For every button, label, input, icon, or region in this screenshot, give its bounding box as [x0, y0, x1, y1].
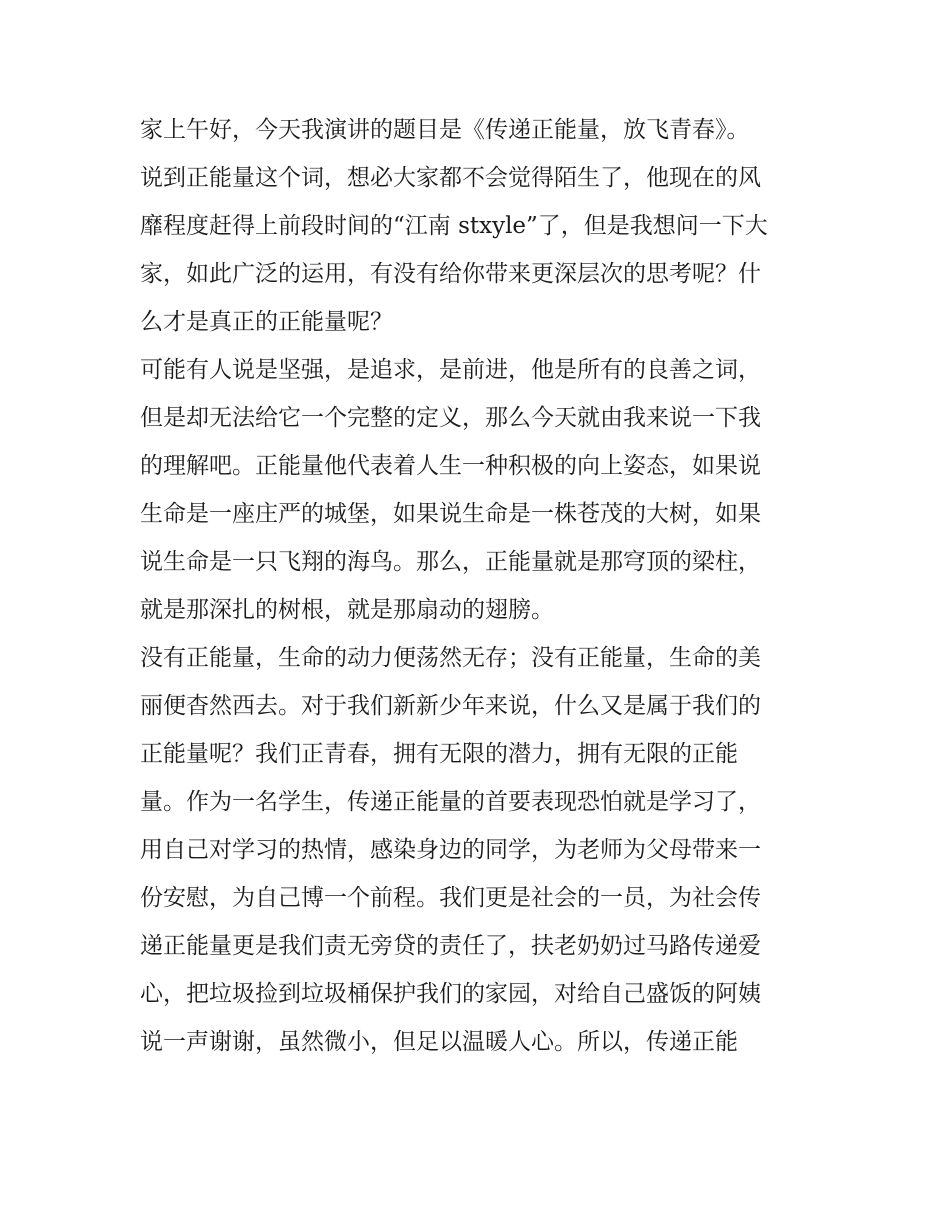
text-line: 家，如此广泛的运用，有没有给你带来更深层次的思考呢？什	[140, 261, 761, 287]
text-line: 没有正能量，生命的动力便荡然无存；没有正能量，生命的美	[140, 645, 761, 671]
text-line: 递正能量更是我们责无旁贷的责任了，扶老奶奶过马路传递爱	[140, 933, 761, 959]
text-line: 靡程度赶得上前段时间的“江南 stxyle”了，但是我想问一下大	[140, 213, 768, 239]
text-line: 就是那深扎的树根，就是那扇动的翅膀。	[140, 597, 554, 623]
speech-text	[140, 106, 820, 1066]
text-line: 但是却无法给它一个完整的定义，那么今天就由我来说一下我	[140, 405, 761, 431]
text-line: 可能有人说是坚强，是追求，是前进，他是所有的良善之词，	[140, 357, 761, 383]
text-line: 么才是真正的正能量呢？	[140, 309, 393, 335]
text-line: 量。作为一名学生，传递正能量的首要表现恐怕就是学习了，	[140, 789, 761, 815]
text-line: 家上午好，今天我演讲的题目是《传递正能量，放飞青春》。	[140, 117, 750, 143]
text-line: 份安慰，为自己博一个前程。我们更是社会的一员，为社会传	[140, 885, 761, 911]
text-line: 丽便杳然西去。对于我们新新少年来说，什么又是属于我们的	[140, 693, 761, 719]
text-line: 说一声谢谢，虽然微小，但足以温暖人心。所以，传递正能	[140, 1029, 738, 1055]
text-line: 用自己对学习的热情，感染身边的同学，为老师为父母带来一	[140, 837, 761, 863]
text-line: 生命是一座庄严的城堡，如果说生命是一株苍茂的大树，如果	[140, 501, 761, 527]
text-line: 心，把垃圾捡到垃圾桶保护我们的家园，对给自己盛饭的阿姨	[140, 981, 761, 1007]
text-line: 说到正能量这个词，想必大家都不会觉得陌生了，他现在的风	[140, 165, 761, 191]
text-line: 正能量呢？我们正青春，拥有无限的潜力，拥有无限的正能	[140, 741, 738, 767]
text-line: 说生命是一只飞翔的海鸟。那么，正能量就是那穹顶的梁柱，	[140, 549, 761, 575]
text-line: 的理解吧。正能量他代表着人生一种积极的向上姿态，如果说	[140, 453, 761, 479]
